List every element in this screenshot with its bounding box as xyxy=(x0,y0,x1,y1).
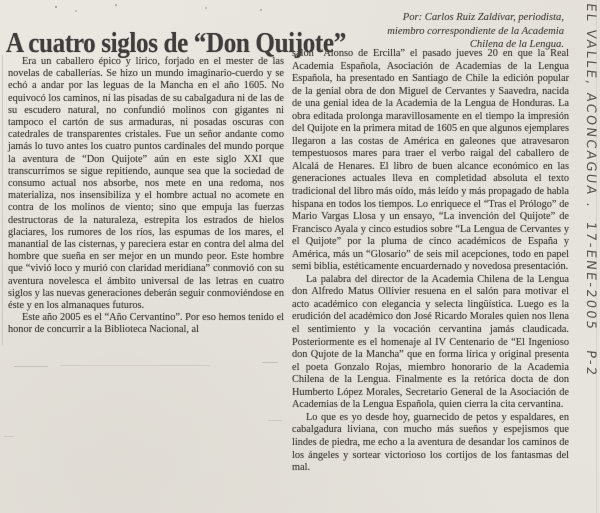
scan-speckle-artifact xyxy=(55,6,57,8)
byline-line: Por: Carlos Ruiz Zaldívar, periodista, xyxy=(402,12,564,23)
byline-line: Chilena de la Lengua. xyxy=(469,39,564,50)
cut-line-remnant xyxy=(268,420,282,421)
article-paragraph: La palabra del director de la Academia Chilena de la Lengua don Alfredo Matus Ollivier resuena en el salón para motivar el acto académico con elegancia y selecta lingüística. Luego es la erudición del académico don José Ricardo Morales quien nos llena el sentimiento y la vocación cervantina jamás claudicada. Posteriormente es el homenaje al IV Centenario de “El Ingenioso don Qujote de la Mancha” que en forma lírica y original presenta el poeta Gonzalo Rojas, miembro honorario de la Academia Chilena de la Lengua. Finalmente es la retórica docta de don Humberto López Morales, Secretario General de la Asociación de Academias de la Lengua Española, quien cierra la cita cervantina. xyxy=(292,273,569,411)
article-headline: A cuatro siglos de “Don Quijote” xyxy=(6,27,346,59)
article-paragraph: Lo que es yo desde hoy, guarnecido de petos y espaldares, en cabalgadura liviana, con mucho más sueños y espejismos que lindes de piedra, me echo a la aventura de desandar los caminos de los ángeles y sortear victorioso los cortijos de los fantasmas del mal. xyxy=(292,411,569,474)
article-column-right xyxy=(292,48,569,475)
article-paragraph: Este año 2005 es el “Año Cervantino”. Por eso hemos tenido el honor de concurrir a la Biblioteca Nacional, al xyxy=(8,312,284,336)
article-paragraph: Era un caballero épico y lírico, forjado en el mester de las novelas de caballerías. Se hizo un mundo imaginario-cuerdo y se echó a andar por las leguas de la Mancha en el año 1605. No equivocó los caminos, ni las pisadas de su cabalgadura ni de las de su escudero natural, no confundió molinos con gigantes ni tampoco el cartón de sus armaduras, ni posadas oscuras con catedrales de transparentes cristales. Fue un señor andante como jamás lo tuvo antes los cuatro puntos cardinales del mundo porque la aventura de “Don Quijote” aún en este siglo XXI que transcurrimos se sigue repitiendo, aunque sea que la sociedad de consumo actual nos absorbe, nos mete en una redoma, nos materializa, nos insensibiliza y el hombre actual no acomete en contra de los molinos de viento; sino que empuja las fuerzas destructoras de la naturaleza, estrepita los estrados de hielos glaciares, los rumores de los ríos, las espumas de los mares, el manantial de las cisternas, y pareciera estar en contra del alma del hombre que sueña en ser mejor en un mundo peor. Este hombre que “vivió loco y murió con claridad meridiana” conmovió con su aventura novelesca el ámbito universal de las letras en cuatro siglos y las nuevas generaciones deberán seguir conmoviéndose en éste y en los almanaques futuros. xyxy=(8,56,284,312)
cut-line-remnant xyxy=(60,365,210,366)
cut-line-remnant xyxy=(14,366,48,367)
article-byline xyxy=(348,11,564,52)
cut-line-remnant xyxy=(262,362,278,363)
handwritten-archive-note: EL VALLE, ACONCAGUA . 17-ENE-2005 P-2 xyxy=(583,2,598,379)
article-column-left xyxy=(8,56,284,337)
cut-line-remnant xyxy=(4,436,14,437)
scan-edge-artifact xyxy=(2,55,3,345)
article-paragraph: salón “Alonso de Ercilla” el pasado jueves 20 en que la Real Academia Española, Asociación de Academias de la Lengua Española, ha presentado en Santiago de Chile la edición popular de la genial obra de don Miguel de Cervantes y Saavedra, nacida de una genial idea de la Academia de la Lengua de Honduras. La obra editada prolonga maravillosamente en el tiempo la impresión del Quijote en la primera mitad de 1605 en que algunos ejemplares llegaron a las costas de América en galeones que atravesaron tempestuosos mares para traer el verbo raigal del caballero de Alcalá de Henares. El libro de buen alcance económico en las generaciones actuales lleva en completidad absoluta el texto tradicional del libro más oído, más leído y más propagado de habla hispana en todos los tiempos. Lo enriquece el “Tras el Prólogo” de Mario Vargas Llosa y un ensayo, “La invención del Quijote” de Francisco Ayala y cinco estudios sobre “La Lengua de Cervantes y el Quijote” por la pluma de cinco académicos de España y América, más un “Glosario” de seis mil acepciones, todo en papel semi biblia, estéticamente encuardernado y novedosa presentación. xyxy=(292,48,569,273)
byline-line: miembro correspondiente de la Academia xyxy=(387,25,564,37)
